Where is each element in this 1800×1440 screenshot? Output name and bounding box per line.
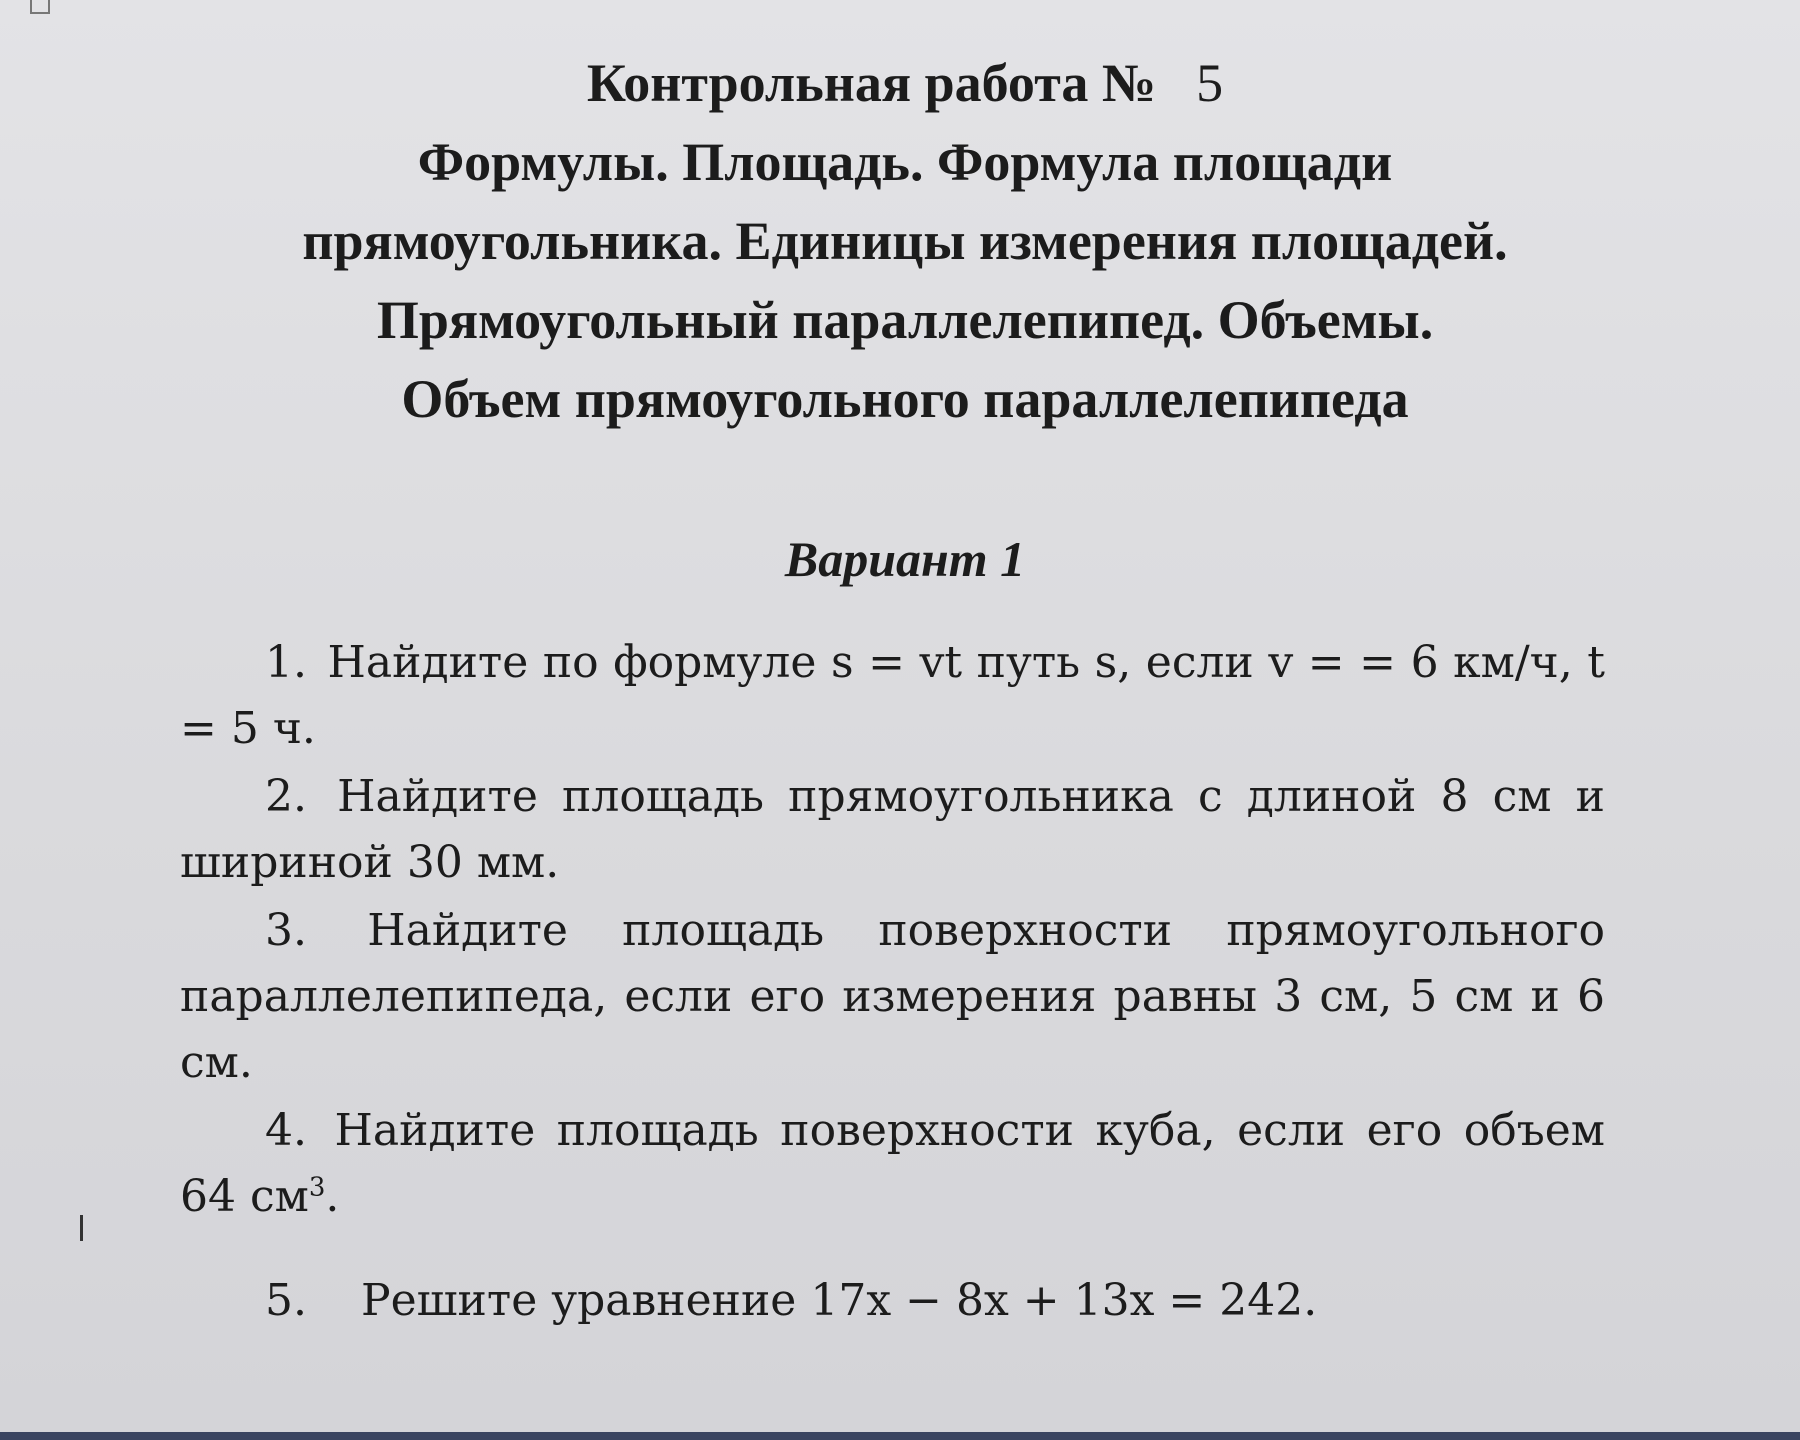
task-number: 2. xyxy=(265,771,307,822)
corner-mark xyxy=(30,0,50,14)
subtitle-line-4: Объем прямоугольного параллелепипеда xyxy=(401,369,1409,429)
variant-heading: Вариант 1 xyxy=(784,531,1026,587)
task-1 xyxy=(180,630,1605,762)
task-4 xyxy=(180,1098,1605,1230)
task-number: 3. xyxy=(265,905,307,956)
title-number: 5 xyxy=(1196,53,1224,113)
document-header xyxy=(180,44,1630,439)
task-list xyxy=(180,630,1605,1336)
bottom-edge xyxy=(0,1432,1800,1440)
subtitle-line-1: Формулы. Площадь. Формула площади xyxy=(417,132,1393,192)
task-text-end: . xyxy=(325,1171,340,1222)
task-2 xyxy=(180,764,1605,896)
task-5 xyxy=(180,1268,1605,1334)
subtitle-line-2: прямоугольника. Единицы измерения площадей. xyxy=(302,211,1508,271)
task-text: Найдите по формуле s = vt путь s, если v = = 6 км/ч, t = 5 ч. xyxy=(180,637,1605,754)
page-title: Контрольная работа № xyxy=(586,53,1157,113)
subtitle-line-3: Прямоугольный параллелепипед. Объемы. xyxy=(376,290,1434,350)
task-text: Найдите площадь поверхности прямоугольного параллелепипеда, если его измерения равны 3 см, 5 см и 6 см. xyxy=(180,905,1605,1088)
task-number: 4. xyxy=(265,1105,307,1156)
margin-mark xyxy=(80,1215,83,1241)
task-number: 1. xyxy=(265,637,307,688)
task-text: Найдите площадь прямоугольника с длиной 8 см и шириной 30 мм. xyxy=(180,771,1605,888)
title-line xyxy=(180,44,1630,123)
task-3 xyxy=(180,898,1605,1096)
task-text: Решите уравнение 17x − 8x + 13x = 242. xyxy=(360,1275,1318,1326)
superscript-exponent: 3 xyxy=(308,1172,326,1203)
task-text: Найдите площадь поверхности куба, если его объем 64 см xyxy=(180,1105,1605,1222)
task-number: 5. xyxy=(265,1275,307,1326)
